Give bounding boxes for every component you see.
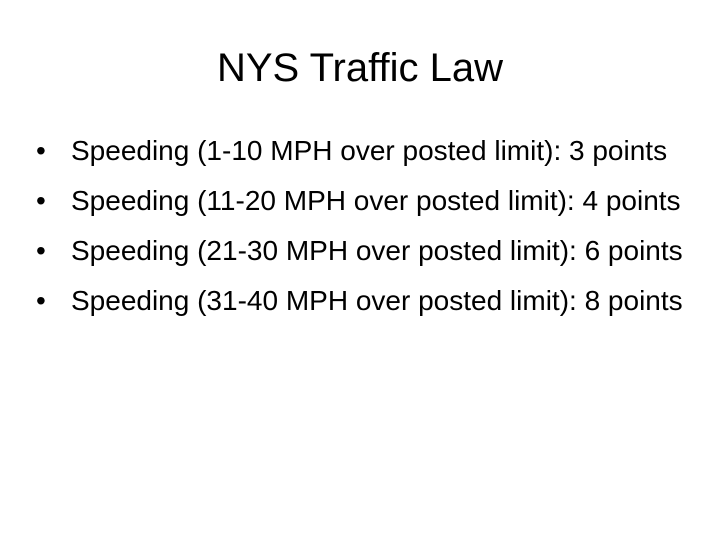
- list-item: [36, 284, 696, 318]
- bullet-text: Speeding (1-10 MPH over posted limit): 3 points: [71, 135, 668, 166]
- bullet-list: [36, 134, 696, 334]
- list-item: [36, 234, 696, 268]
- list-item: [36, 184, 696, 218]
- bullet-icon: •: [36, 285, 46, 316]
- bullet-text: Speeding (31-40 MPH over posted limit): 8 points: [71, 285, 683, 316]
- list-item: [36, 134, 696, 168]
- bullet-text: Speeding (11-20 MPH over posted limit): 4 points: [71, 185, 681, 216]
- bullet-icon: •: [36, 135, 46, 166]
- bullet-text: Speeding (21-30 MPH over posted limit): 6 points: [71, 235, 683, 266]
- slide-title: NYS Traffic Law: [216, 46, 504, 90]
- bullet-icon: •: [36, 235, 46, 266]
- bullet-icon: •: [36, 185, 46, 216]
